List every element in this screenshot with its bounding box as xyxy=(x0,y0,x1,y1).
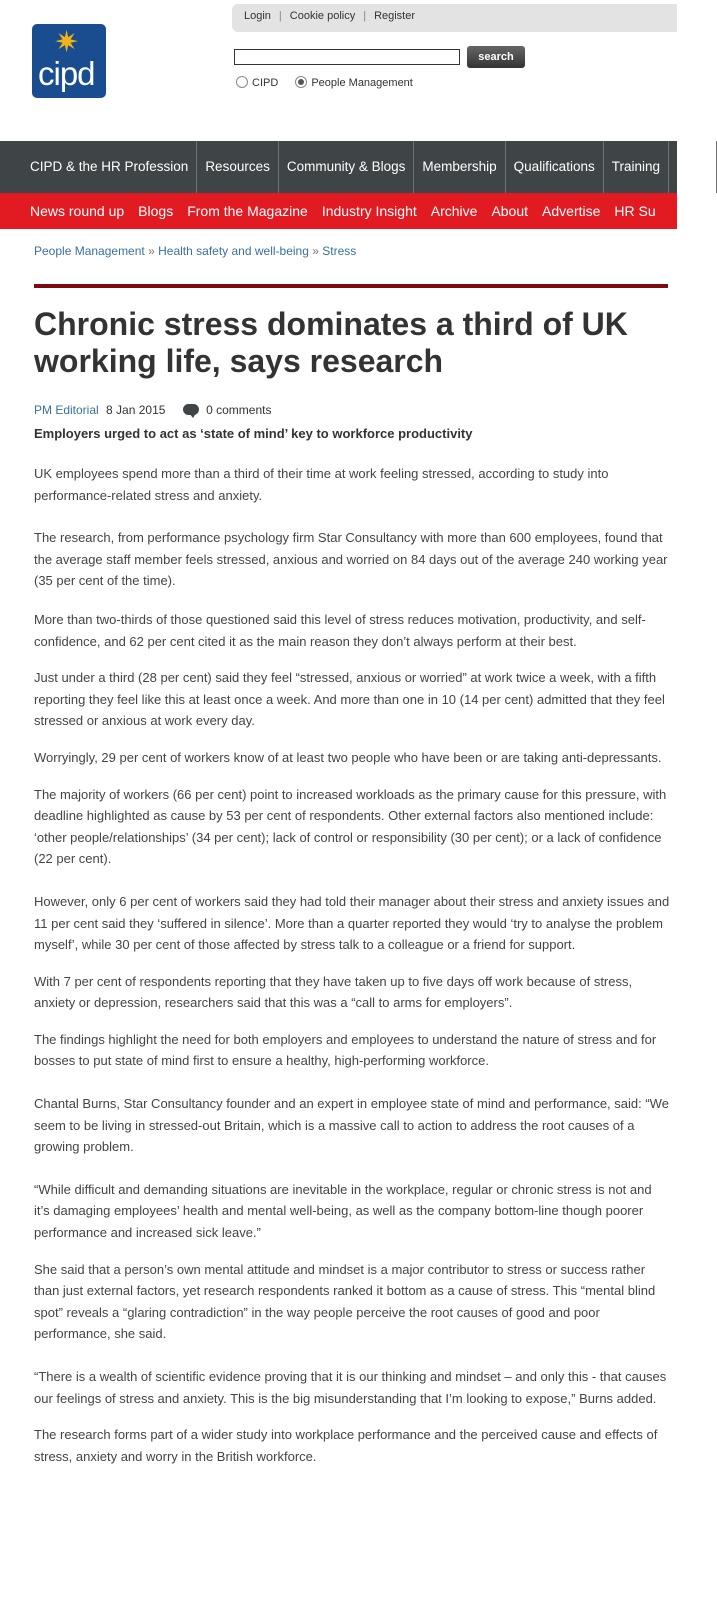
section-item-industry-insight[interactable]: Industry Insight xyxy=(321,203,417,219)
search-button[interactable]: search xyxy=(467,46,525,68)
radio-cipd-label: CIPD xyxy=(252,77,279,89)
utility-bar: Login | Cookie policy | Register xyxy=(232,4,677,32)
article-paragraph: The research forms part of a wider study into workplace performance and the perceived cause and effects of stress, anxiety and worry in the British workforce. xyxy=(34,1427,658,1464)
cookie-policy-link[interactable]: Cookie policy xyxy=(289,10,356,22)
login-link[interactable]: Login xyxy=(244,10,271,22)
article-body xyxy=(34,463,670,1467)
comment-count[interactable]: 0 comments xyxy=(206,403,272,417)
author-link[interactable]: PM Editorial xyxy=(34,403,99,417)
comment-icon[interactable] xyxy=(183,404,199,415)
nav-item-network[interactable]: Netw xyxy=(669,141,717,193)
article-paragraph: Chantal Burns, Star Consultancy founder and an expert in employee state of mind and performance, said: “We seem to be living in stressed-out Britain, which is a massive call to action to address the root causes of a growing problem. xyxy=(34,1096,669,1155)
article-date: 8 Jan 2015 xyxy=(106,403,166,417)
section-item-advertise[interactable]: Advertise xyxy=(542,203,601,219)
nav-item-training[interactable]: Training xyxy=(604,141,669,193)
article-standfirst: Employers urged to act as ‘state of mind’ key to workforce productivity xyxy=(34,426,473,441)
article-paragraph: UK employees spend more than a third of their time at work feeling stressed, according to study into performance-related stress and anxiety. xyxy=(34,466,609,503)
article-paragraph: She said that a person’s own mental attitude and mindset is a major contributor to stress or success rather than just external factors, yet research respondents ranked it bottom as a cause of stress. This “mental blind spot” reveals a “glaring contradiction” in the way people perceive the root causes of good and poor performance, she said. xyxy=(34,1261,656,1342)
section-item-blogs[interactable]: Blogs xyxy=(138,203,174,219)
article-paragraph: The research, from performance psychology firm Star Consultancy with more than 600 employees, found that the average staff member feels stressed, anxious and worried on 84 days out of the average 240 working year (35 per cent of the time). xyxy=(34,530,668,589)
article-paragraph: The majority of workers (66 per cent) point to increased workloads as the primary cause for this pressure, with deadline highlighted as cause by 53 per cent of respondents. Other external factors also mentioned include: ‘other people/relationships’ (34 per cent); lack of control or responsibility (30 per cent); or a lack of confidence (22 per cent). xyxy=(34,786,667,867)
nav-item-community-blogs[interactable]: Community & Blogs xyxy=(279,141,415,193)
article-paragraph: The findings highlight the need for both employers and employees to understand the nature of stress and for bosses to put state of mind first to ensure a healthy, high-performing workforce. xyxy=(34,1031,657,1069)
article-title: Chronic stress dominates a third of UK working life, says research xyxy=(34,306,628,379)
article-paragraph: With 7 per cent of respondents reporting that they have taken up to five days off work because of stress, anxiety or depression, researchers said that this was a “call to arms for employers”. xyxy=(34,973,633,1011)
title-rule xyxy=(34,284,668,288)
section-nav xyxy=(0,193,677,229)
radio-people-management-label: People Management xyxy=(311,77,413,89)
breadcrumb-separator: » xyxy=(148,244,155,258)
site-header xyxy=(0,0,677,140)
nav-item-resources[interactable]: Resources xyxy=(197,141,279,193)
nav-item-cipd-hr-profession[interactable]: CIPD & the HR Profession xyxy=(0,141,197,193)
breadcrumb-separator: » xyxy=(312,244,319,258)
search-scope xyxy=(236,76,427,89)
article-paragraph: Just under a third (28 per cent) said they feel “stressed, anxious or worried” at work twice a week, with a fifth reporting they feel like this at least once a week. And more than one in 10 (14 per cent) admitted that they feel stressed or anxious at work every day. xyxy=(34,670,665,729)
section-item-archive[interactable]: Archive xyxy=(430,203,478,219)
article-meta xyxy=(34,403,271,417)
main-nav xyxy=(0,141,708,193)
search-input[interactable] xyxy=(234,49,460,65)
cipd-logo[interactable] xyxy=(32,24,106,98)
radio-people-management[interactable] xyxy=(295,76,307,88)
section-item-hr-suppliers[interactable]: HR Su xyxy=(614,203,656,219)
nav-item-membership[interactable]: Membership xyxy=(414,141,505,193)
star-icon: ✷ xyxy=(54,26,80,59)
article-paragraph: Worryingly, 29 per cent of workers know of at least two people who have been or are taking anti-depressants. xyxy=(34,749,662,765)
article-paragraph: However, only 6 per cent of workers said they had told their manager about their stress and anxiety issues and 11 per cent said they ‘suffered in silence’. More than a quarter reported they would ‘try to analyse the problem myself’, while 30 per cent of those affected by stress talk to a colleague or a friend for support. xyxy=(34,893,670,953)
radio-cipd[interactable] xyxy=(236,76,248,88)
section-item-news-round-up[interactable]: News round up xyxy=(30,203,125,219)
article-paragraph: “There is a wealth of scientific evidence proving that it is our thinking and mindset – and only this - that causes our feelings of stress and anxiety. This is the big misunderstanding that I’m looking to expose,” Burns added. xyxy=(34,1369,667,1406)
breadcrumb-health-safety[interactable]: Health safety and well-being xyxy=(158,244,309,258)
breadcrumb xyxy=(34,244,670,258)
logo-text: cipd xyxy=(38,55,95,92)
article-paragraph: More than two-thirds of those questioned said this level of stress reduces motivation, productivity, and self-confidence, and 62 per cent cited it as the main reason they don’t always perform at their best. xyxy=(34,611,646,649)
section-item-from-the-magazine[interactable]: From the Magazine xyxy=(187,203,308,219)
breadcrumb-stress[interactable]: Stress xyxy=(322,244,357,258)
section-item-about[interactable]: About xyxy=(491,203,529,219)
nav-item-qualifications[interactable]: Qualifications xyxy=(506,141,604,193)
article-paragraph: “While difficult and demanding situations are inevitable in the workplace, regular or chronic stress is not and it’s damaging employees’ health and mental well-being, as well as the company bottom-line though poorer performance and increased sick leave.” xyxy=(34,1181,652,1241)
breadcrumb-people-management[interactable]: People Management xyxy=(34,244,145,258)
register-link[interactable]: Register xyxy=(374,10,416,22)
